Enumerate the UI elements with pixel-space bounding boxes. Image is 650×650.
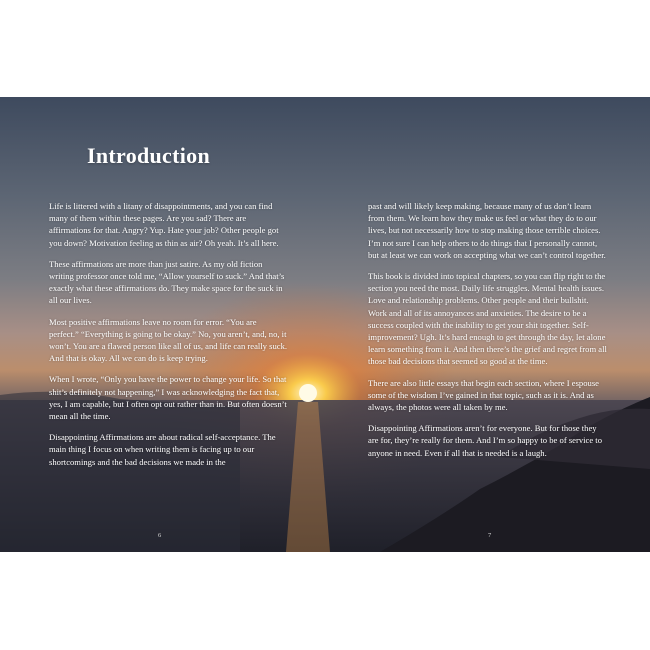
paragraph: Disappointing Affirmations are about radical self-acceptance. The main thing I focus on when writing them is facing up to our shortcomings and the bad decisions we made in the bbox=[49, 432, 276, 467]
page-number: 6 bbox=[158, 532, 162, 539]
paragraph: past and will likely keep making, because many of us don’t learn from them. We learn how they make us feel or what they do to our lives, but not necessarily how to stop making those terrible choices. I’m not sure I can help others to do things that I personally cannot, but at least we can work on accepting what we can’t control together. bbox=[368, 201, 606, 260]
paragraph: Disappointing Affirmations aren’t for everyone. But for those they are for, they’re really for them. And I’m so happy to be of service to anyone in need. Even if all that is needed is a laugh. bbox=[368, 423, 602, 458]
left-page bbox=[0, 97, 325, 552]
paragraph: There are also little essays that begin each section, where I espouse some of the wisdom I’ve gained in that topic, such as it is. And as always, the photos were all taken by me. bbox=[368, 377, 599, 413]
right-text-column bbox=[368, 200, 608, 468]
right-page bbox=[325, 97, 650, 552]
paragraph: This book is divided into topical chapters, so you can flip right to the section you need the most. Daily life struggles. Mental health issues. Love and relationship problems. Other people and their bullshit. Work and all of its annoyances and anxieties. The desire to be a success coupled with the inability to get your shit together. Self-improvement? Ugh. It’s hard enough to get through the day, let alone learn something from it. And then there’s the grief and regret from all those bad decisions that seemed so good at the time. bbox=[368, 271, 607, 367]
paragraph: Most positive affirmations leave no room for error. “You are perfect.” “Everything is going to be okay.” No, you aren’t, and, no, it won’t. You are a flawed person like all of us, and life can really suck. And that is okay. All we can do is keep trying. bbox=[49, 316, 288, 364]
page-number: 7 bbox=[488, 532, 492, 539]
chapter-heading: Introduction bbox=[87, 143, 210, 168]
book-spread bbox=[0, 97, 650, 552]
paragraph: These affirmations are more than just satire. As my old fiction writing professor once told me, “Allow yourself to suck.” And that’s exactly what these affirmations do. They make space for the suck in all our lives. bbox=[49, 258, 285, 306]
paragraph: When I wrote, “Only you have the power to change your life. So that shit’s definitely not happening,” I was acknowledging the fact that, yes, I am capable, but I often opt out rather than in. But often doesn’t mean all the time. bbox=[49, 374, 287, 422]
left-text-column bbox=[49, 200, 287, 477]
paragraph: Life is littered with a litany of disappointments, and you can find many of them within these pages. Are you sad? There are affirmations for that. Angry? Yup. Hate your job? Other people got you down? Motivation feeling as thin as air? Oh yeah. It’s all here. bbox=[49, 201, 279, 248]
